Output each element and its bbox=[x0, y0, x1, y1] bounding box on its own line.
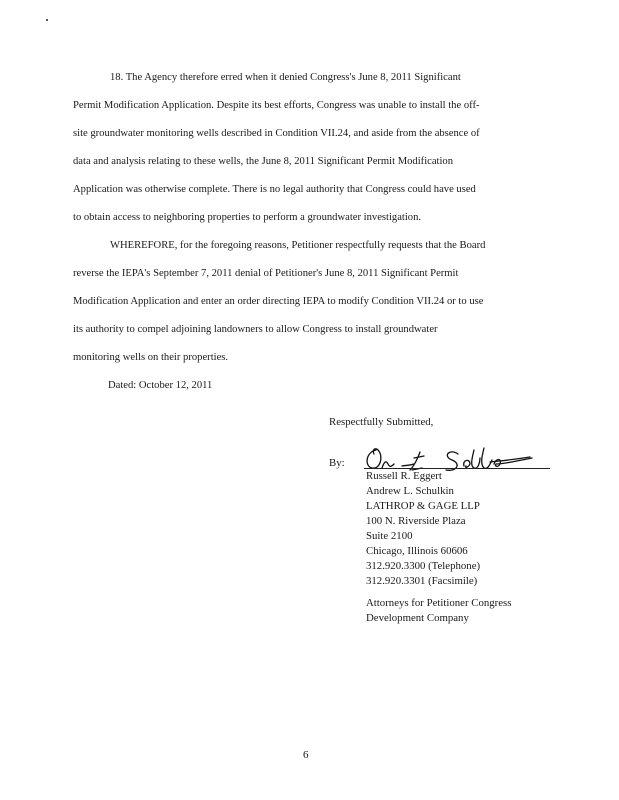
paragraph-2-line-1: WHEREFORE, for the foregoing reasons, Petitioner respectfully requests that the Board bbox=[110, 240, 486, 251]
paragraph-1-line-1: 18. The Agency therefore erred when it denied Congress's June 8, 2011 Significant bbox=[110, 72, 461, 83]
paragraph-2-line-2: reverse the IEPA's September 7, 2011 denial of Petitioner's June 8, 2011 Significant Permit bbox=[73, 268, 459, 279]
paragraph-2-line-5: monitoring wells on their properties. bbox=[73, 352, 229, 363]
name-line-8: 312.920.3301 (Facsimile) bbox=[366, 575, 478, 587]
paragraph-1-line-6: to obtain access to neighboring properties to perform a groundwater investigation. bbox=[73, 212, 422, 223]
paragraph-2-line-4: its authority to compel adjoining landowners to allow Congress to install groundwater bbox=[73, 324, 438, 335]
name-line-7: 312.920.3300 (Telephone) bbox=[366, 560, 481, 572]
name-line-2: Andrew L. Schulkin bbox=[366, 485, 454, 497]
name-line-1: Russell R. Eggert bbox=[366, 470, 442, 482]
paragraph-2-line-3: Modification Application and enter an order directing IEPA to modify Condition VII.24 or to use bbox=[73, 296, 484, 307]
dated-line: Dated: October 12, 2011 bbox=[108, 380, 213, 391]
scan-speck bbox=[46, 19, 48, 21]
paragraph-1-line-4: data and analysis relating to these wells, the June 8, 2011 Significant Permit Modification bbox=[73, 156, 454, 167]
paragraph-1-line-2: Permit Modification Application. Despite its best efforts, Congress was unable to install the off- bbox=[73, 100, 480, 111]
page-number: 6 bbox=[303, 749, 309, 761]
name-line-4: 100 N. Riverside Plaza bbox=[366, 515, 466, 527]
attorneys-for-line-1: Attorneys for Petitioner Congress bbox=[366, 597, 512, 609]
closing-text: Respectfully Submitted, bbox=[329, 416, 434, 428]
name-line-6: Chicago, Illinois 60606 bbox=[366, 545, 468, 557]
by-label: By: bbox=[329, 457, 345, 469]
signature-line bbox=[364, 468, 550, 469]
paragraph-1-line-3: site groundwater monitoring wells described in Condition VII.24, and aside from the absence of bbox=[73, 128, 480, 139]
name-line-5: Suite 2100 bbox=[366, 530, 413, 542]
name-line-3: LATHROP & GAGE LLP bbox=[366, 500, 480, 512]
attorneys-for-line-2: Development Company bbox=[366, 612, 469, 624]
paragraph-1-line-5: Application was otherwise complete. There is no legal authority that Congress could have used bbox=[73, 184, 476, 195]
